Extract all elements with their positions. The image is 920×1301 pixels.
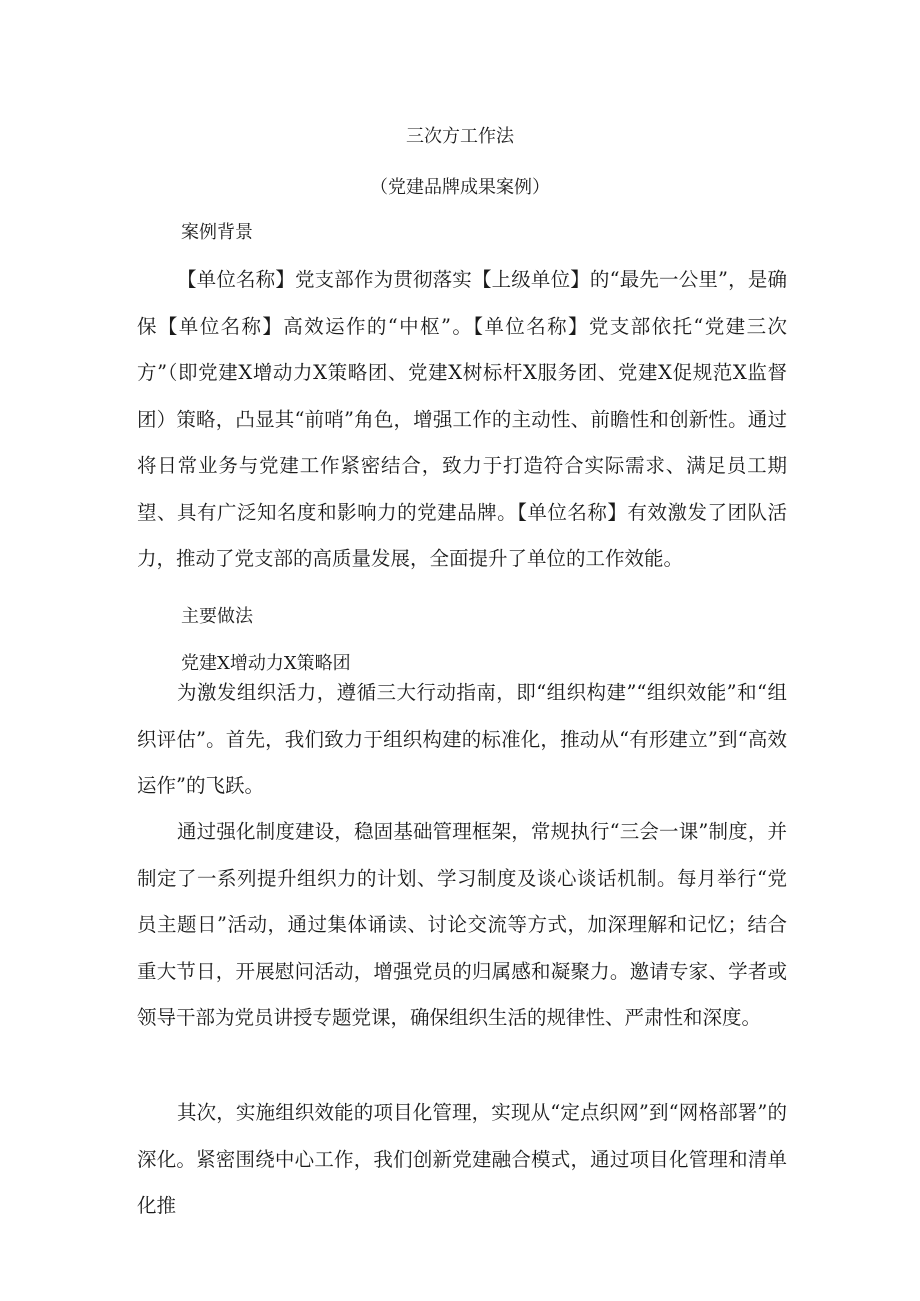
paragraph-1: 为激发组织活力，遵循三大行动指南，即“组织构建”“组织效能”和“组织评估”。首先，我们致力于组织构建的标准化，推动从“有形建立”到“高效运作”的飞跃。: [137, 681, 787, 797]
document-subtitle: （党建品牌成果案例）: [370, 177, 550, 198]
paragraph-2: 通过强化制度建设，稳固基础管理框架，常规执行“三会一课”制度，并制定了一系列提升组织力的计划、学习制度及谈心谈话机制。每月举行“党员主题日”活动，通过集体诵读、讨论交流等方式，加深理解和记忆；结合重大节日，开展慰问活动，增强党员的归属感和凝聚力。邀请专家、学者或领导干部为党员讲授专题党课，确保组织生活的规律性、严肃性和深度。: [137, 820, 787, 1029]
document-title: 三次方工作法: [406, 126, 514, 147]
paragraph-background: 【单位名称】党支部作为贯彻落实【上级单位】的“最先一公里”，是确保【单位名称】高效运作的“中枢”。【单位名称】党支部依托“党建三次方”（即党建X增动力X策略团、党建X树标杆X服务团、党建X促规范X监督团）策略，凸显其“前哨”角色，增强工作的主动性、前瞻性和创新性。通过将日常业务与党建工作紧密结合，致力于打造符合实际需求、满足员工期望、具有广泛知名度和影响力的党建品牌。【单位名称】有效激发了团队活力，推动了党支部的高质量发展，全面提升了单位的工作效能。: [137, 268, 787, 570]
section-heading-main: 主要做法: [181, 606, 253, 627]
subsection-heading-1: 党建X增动力X策略团: [181, 653, 351, 674]
paragraph-3: 其次，实施组织效能的项目化管理，实现从“定点织网”到“网格部署”的深化。紧密围绕中心工作，我们创新党建融合模式，通过项目化管理和清单化推: [137, 1101, 787, 1217]
section-heading-background: 案例背景: [181, 222, 253, 243]
